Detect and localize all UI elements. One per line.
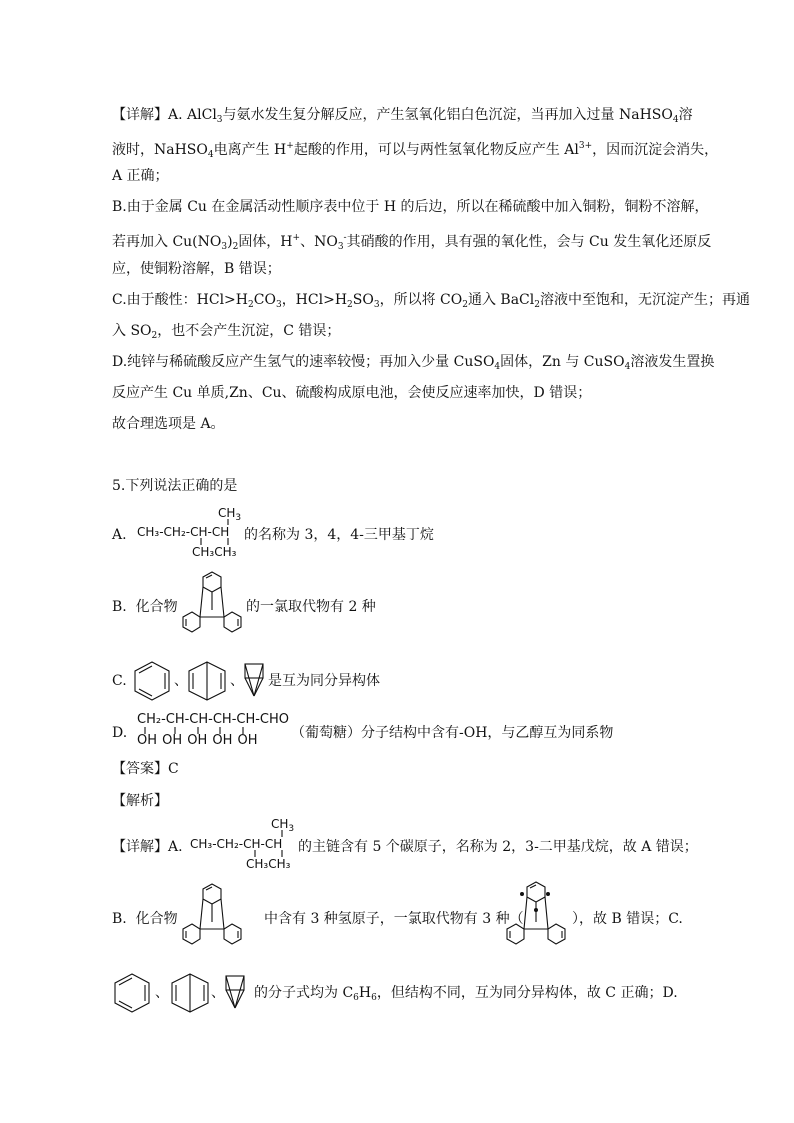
detail-c-line2: 入 $SO_2$，也不会产生沉淀，C 错误；: [112, 323, 341, 341]
option-d-label: D.: [112, 725, 128, 741]
option-c-label: C.: [112, 673, 127, 689]
option-c-sep1: 、: [174, 673, 188, 689]
triptycene-structure-icon-2: [178, 882, 248, 950]
detail-d-line1: D.纯锌与稀硫酸反应产生氢气的速率较慢；再加入少量 CuSO$_4$固体，Zn 与 CuSO$_4$溶液发生置换: [112, 354, 715, 372]
option-a-text: 的名称为 3，4，4-三甲基丁烷: [244, 527, 434, 543]
detail-d-line2: 反应产生 Cu 单质,Zn、Cu、硫酸构成原电池，会使反应速率加快，D 错误；: [112, 385, 592, 401]
glucose-chain: CH₂-CH-CH-CH-CH-CHO: [137, 712, 290, 727]
detail-d-line3: 故合理选项是 A。: [112, 416, 225, 432]
option-b-label: B. 化合物: [112, 599, 178, 615]
question-stem: 5.下列说法正确的是: [112, 478, 238, 494]
detail-a-line3: A 正确；: [112, 168, 169, 184]
detail-b-line2: 若再加入 $Cu(NO_3)_2$固体，H+、$NO_3^-$其硝酸的作用，具有强的氧化性，会与 Cu 发生氧化还原反: [112, 233, 712, 252]
detail-c-line1: C.由于酸性：$HCl>H_2CO_3$，$HCl>H_2SO_3$，所以将 $CO_2$通入 BaCl$_2$溶液中至饱和，无沉淀产生；再通: [112, 292, 750, 310]
option-c-sep2: 、: [230, 673, 244, 689]
detail-b-line3: 应，使铜粉溶解，B 错误；: [112, 261, 281, 277]
dewar-benzene-icon-2: [170, 972, 214, 1014]
detail-b-line1: B.由于金属 Cu 在金属活动性顺序表中位于 H 的后边，所以在稀硫酸中加入铜粉，铜粉不溶解，: [112, 199, 709, 215]
analysis-a-label: 【详解】A.: [112, 839, 183, 855]
analysis-heading: 【解析】: [112, 793, 168, 809]
prismane-icon-2: [224, 974, 246, 1012]
option-b-text: 的一氯取代物有 2 种: [246, 599, 376, 615]
analysis-a-ch3-top: $CH_3$: [271, 817, 295, 834]
option-a-chain-bottom: CH₃CH₃: [192, 545, 237, 559]
analysis-c-text: 的分子式均为 $C_6H_6$，但结构不同，互为同分异构体，故 C 正确；D.: [254, 985, 678, 1003]
analysis-b-text2: ），故 B 错误；C.: [572, 911, 683, 927]
analysis-c-sep2: 、: [211, 985, 225, 1001]
analysis-a-chain: CH₃-CH₂-CH-CH: [190, 837, 283, 851]
analysis-b-text1: 中含有 3 种氢原子，一氯取代物有 3 种（: [264, 911, 524, 927]
triptycene-marked-icon: [502, 880, 572, 950]
analysis-a-chain-bottom: CH₃CH₃: [246, 857, 291, 871]
detail-a-line1: 【详解】A. AlCl$_3$与氨水发生复分解反应，产生氢氧化铝白色沉淀，当再加入过量 NaHSO$_4$溶: [112, 107, 693, 125]
option-a-chain: CH₃-CH₂-CH-CH: [137, 525, 230, 539]
option-c-text: 是互为同分异构体: [268, 673, 380, 689]
option-d-text: （葡萄糖）分子结构中含有-OH，与乙醇互为同系物: [291, 725, 614, 741]
analysis-a-text: 的主链含有 5 个碳原子，名称为 2，3-二甲基戊烷，故 A 错误；: [298, 839, 698, 855]
benzene-icon-2: [113, 972, 153, 1014]
detail-a-line2: 液时，NaHSO$_4$电离产生 H+起酸的作用，可以与两性氢氧化物反应产生 $Al^{3+}$，因而沉淀会消失，: [112, 141, 719, 160]
answer-line: 【答案】C: [112, 761, 179, 777]
option-a-ch3-top: $CH_3$: [218, 506, 242, 523]
option-a-label: A.: [112, 527, 127, 543]
analysis-b-label: B. 化合物: [112, 911, 178, 927]
analysis-c-sep1: 、: [155, 985, 169, 1001]
glucose-oh-row: OH OH OH OH OH: [137, 733, 258, 748]
